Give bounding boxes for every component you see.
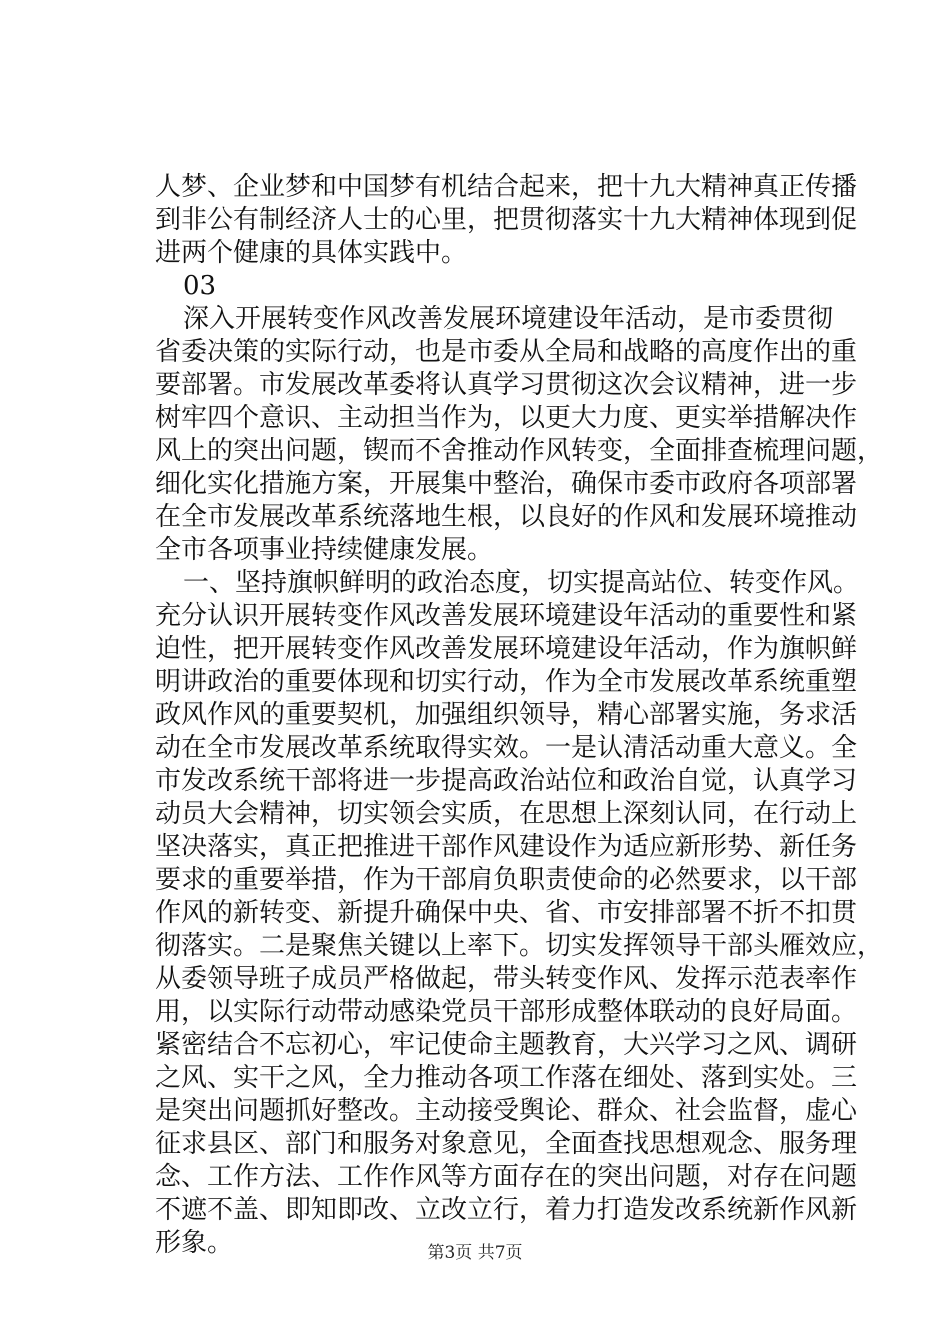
text-line: 一、坚持旗帜鲜明的政治态度，切实提高站位、转变作风。 — [183, 568, 860, 598]
text-line: 征求县区、部门和服务对象意见，全面查找思想观念、服务理 — [155, 1129, 858, 1159]
text-line: 作风的新转变、新提升确保中央、省、市安排部署不折不扣贯 — [155, 898, 858, 928]
text-line: 坚决落实，真正把推进干部作风建设作为适应新形势、新任务 — [155, 832, 858, 862]
text-line: 省委决策的实际行动，也是市委从全局和战略的高度作出的重 — [155, 337, 858, 367]
text-line: 政风作风的重要契机，加强组织领导，精心部署实施，务求活 — [155, 700, 858, 730]
text-line: 用，以实际行动带动感染党员干部形成整体联动的良好局面。 — [155, 997, 858, 1027]
text-line: 深入开展转变作风改善发展环境建设年活动，是市委贯彻 — [183, 304, 834, 334]
text-line: 从委领导班子成员严格做起，带头转变作风、发挥示范表率作 — [155, 964, 858, 994]
text-line: 市发改系统干部将进一步提高政治站位和政治自觉，认真学习 — [155, 766, 858, 796]
text-line: 树牢四个意识、主动担当作为，以更大力度、更实举措解决作 — [155, 403, 858, 433]
text-line: 进两个健康的具体实践中。 — [155, 238, 468, 268]
text-line: 到非公有制经济人士的心里，把贯彻落实十九大精神体现到促 — [155, 205, 858, 235]
text-line: 不遮不盖、即知即改、立改立行，着力打造发改系统新作风新 — [155, 1195, 858, 1225]
text-line: 明讲政治的重要体现和切实行动，作为全市发展改革系统重塑 — [155, 667, 858, 697]
text-line: 念、工作方法、工作作风等方面存在的突出问题，对存在问题 — [155, 1162, 858, 1192]
section-number: 03 — [183, 271, 217, 301]
text-line: 是突出问题抓好整改。主动接受舆论、群众、社会监督，虚心 — [155, 1096, 858, 1126]
text-line: 要求的重要举措，作为干部肩负职责使命的必然要求，以干部 — [155, 865, 858, 895]
text-line: 在全市发展改革系统落地生根，以良好的作风和发展环境推动 — [155, 502, 858, 532]
text-line: 充分认识开展转变作风改善发展环境建设年活动的重要性和紧 — [155, 601, 858, 631]
text-line: 迫性，把开展转变作风改善发展环境建设年活动，作为旗帜鲜 — [155, 634, 858, 664]
text-line: 要部署。市发展改革委将认真学习贯彻这次会议精神，进一步 — [155, 370, 858, 400]
text-line: 之风、实干之风，全力推动各项工作落在细处、落到实处。三 — [155, 1063, 858, 1093]
text-line: 紧密结合不忘初心，牢记使命主题教育，大兴学习之风、调研 — [155, 1030, 858, 1060]
text-line: 全市各项事业持续健康发展。 — [155, 535, 494, 565]
text-line: 形象。 — [155, 1228, 234, 1258]
text-line: 细化实化措施方案，开展集中整治，确保市委市政府各项部署 — [155, 469, 858, 499]
page-number-footer: 第3页 共7页 — [427, 1243, 523, 1263]
text-line: 彻落实。二是聚焦关键以上率下。切实发挥领导干部头雁效应， — [155, 931, 884, 961]
text-line: 动员大会精神，切实领会实质，在思想上深刻认同，在行动上 — [155, 799, 858, 829]
text-line: 人梦、企业梦和中国梦有机结合起来，把十九大精神真正传播 — [155, 172, 858, 202]
text-line: 风上的突出问题，锲而不舍推动作风转变，全面排查梳理问题， — [155, 436, 884, 466]
text-line: 动在全市发展改革系统取得实效。一是认清活动重大意义。全 — [155, 733, 858, 763]
